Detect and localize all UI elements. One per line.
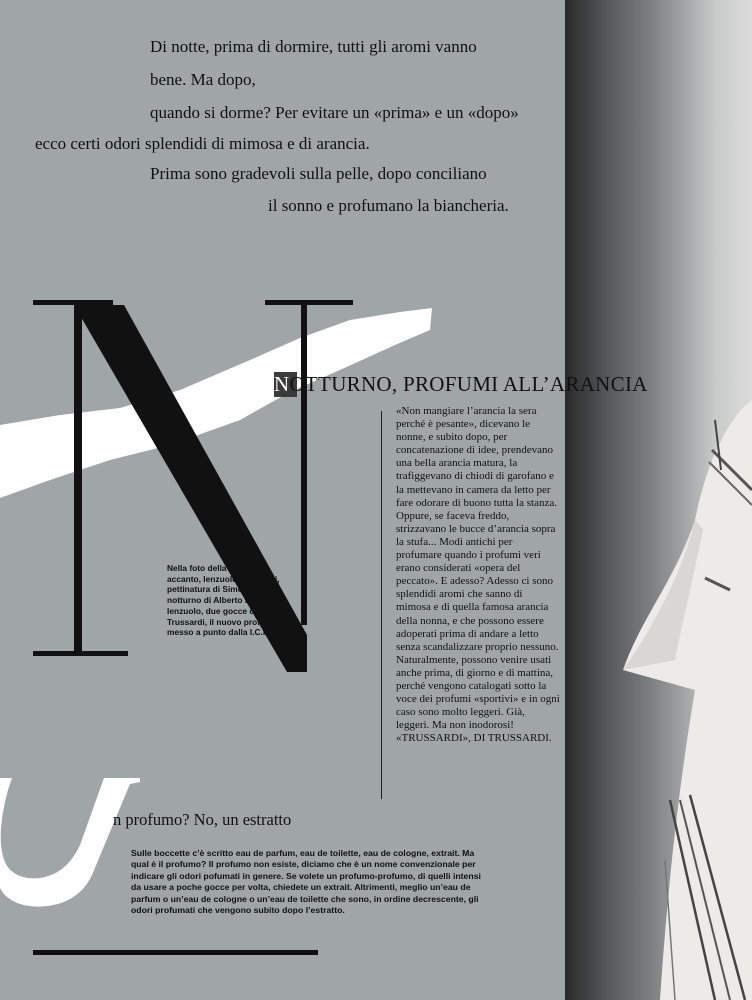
intro-line: bene. Ma dopo, (150, 70, 256, 89)
draped-sheet-illustration (565, 0, 752, 1000)
intro-line: Di notte, prima di dormire, tutti gli aromi vanno (150, 37, 477, 56)
article-headline (274, 372, 648, 397)
article-body: «Non mangiare l’arancia la sera perché è pesante», dicevano le nonne, e subito dopo, per concatenazione di idee, prendevano una bella arancia matura, la trafiggevano di chiodi di garofano e la mettevano in camera da letto per fare odorare di buono tutta la stanza. Oppure, se faceva freddo, strizzavano le bucce d’arancia sopra la stufa... Modi antichi per profumare quando i profumi veri erano considerati «opera del peccato». E adesso? Adesso ci sono splendidi aromi che sanno di mimosa e di quella famosa arancia della nonna, e che possono essere adoperati prima di andare a letto senza scandalizzare proprio nessuno. Naturalmente, possono venire usati anche prima, di giorno e di mattina, perché vengono catalogati sotto la voce dei profumi «sportivi» e in ogni caso sono molto leggeri. Già, leggeri. Ma non inodorosi! «TRUSSARDI», DI TRUSSARDI. (396, 405, 560, 745)
headline-initial: N (274, 372, 290, 396)
intro-line: quando si dorme? Per evitare un «prima» e un «dopo» (150, 103, 519, 122)
drop-cap-u (0, 770, 150, 910)
column-rule (381, 411, 382, 799)
sheet-photo (565, 0, 752, 1000)
section-body: Sulle boccette c’è scritto eau de parfum, eau de toilette, eau de cologne, extrait. Ma qual è il profumo? Il profumo non esiste, diciamo che è un nome convenzionale per indicare gli odori pofumati in genere. Se volete un profumo-profumo, di quelli intensi da usare a poche gocce per volta, chiedete un extrait. Altrimenti, meglio un’eau de parfum o un’eau de cologne o un’eau de toilette che sono, in ordine decrescente, gli odori profumati che vengono subito dopo l’estratto. (131, 848, 481, 916)
headline-text: OTTURNO, PROFUMI ALL’ARANCIA (289, 372, 648, 396)
bottom-rule (33, 950, 318, 955)
photo-caption: Nella foto della pagina accanto, lenzuolo di Pratesi, pettinatura di Simon, trucco notturno di Alberto Fava. Sul lenzuolo, due gocce di Trussardi, il nuovo profumo messo a punto dalla I.C.R. (167, 563, 282, 638)
intro-line: Prima sono gradevoli sulla pelle, dopo conciliano (150, 164, 487, 183)
intro-line: ecco certi odori splendidi di mimosa e di arancia. (35, 134, 370, 153)
intro-line: il sonno e profumano la biancheria. (268, 196, 509, 215)
section-subhead: n profumo? No, un estratto (113, 810, 292, 829)
torn-paper-stripe (0, 308, 432, 498)
